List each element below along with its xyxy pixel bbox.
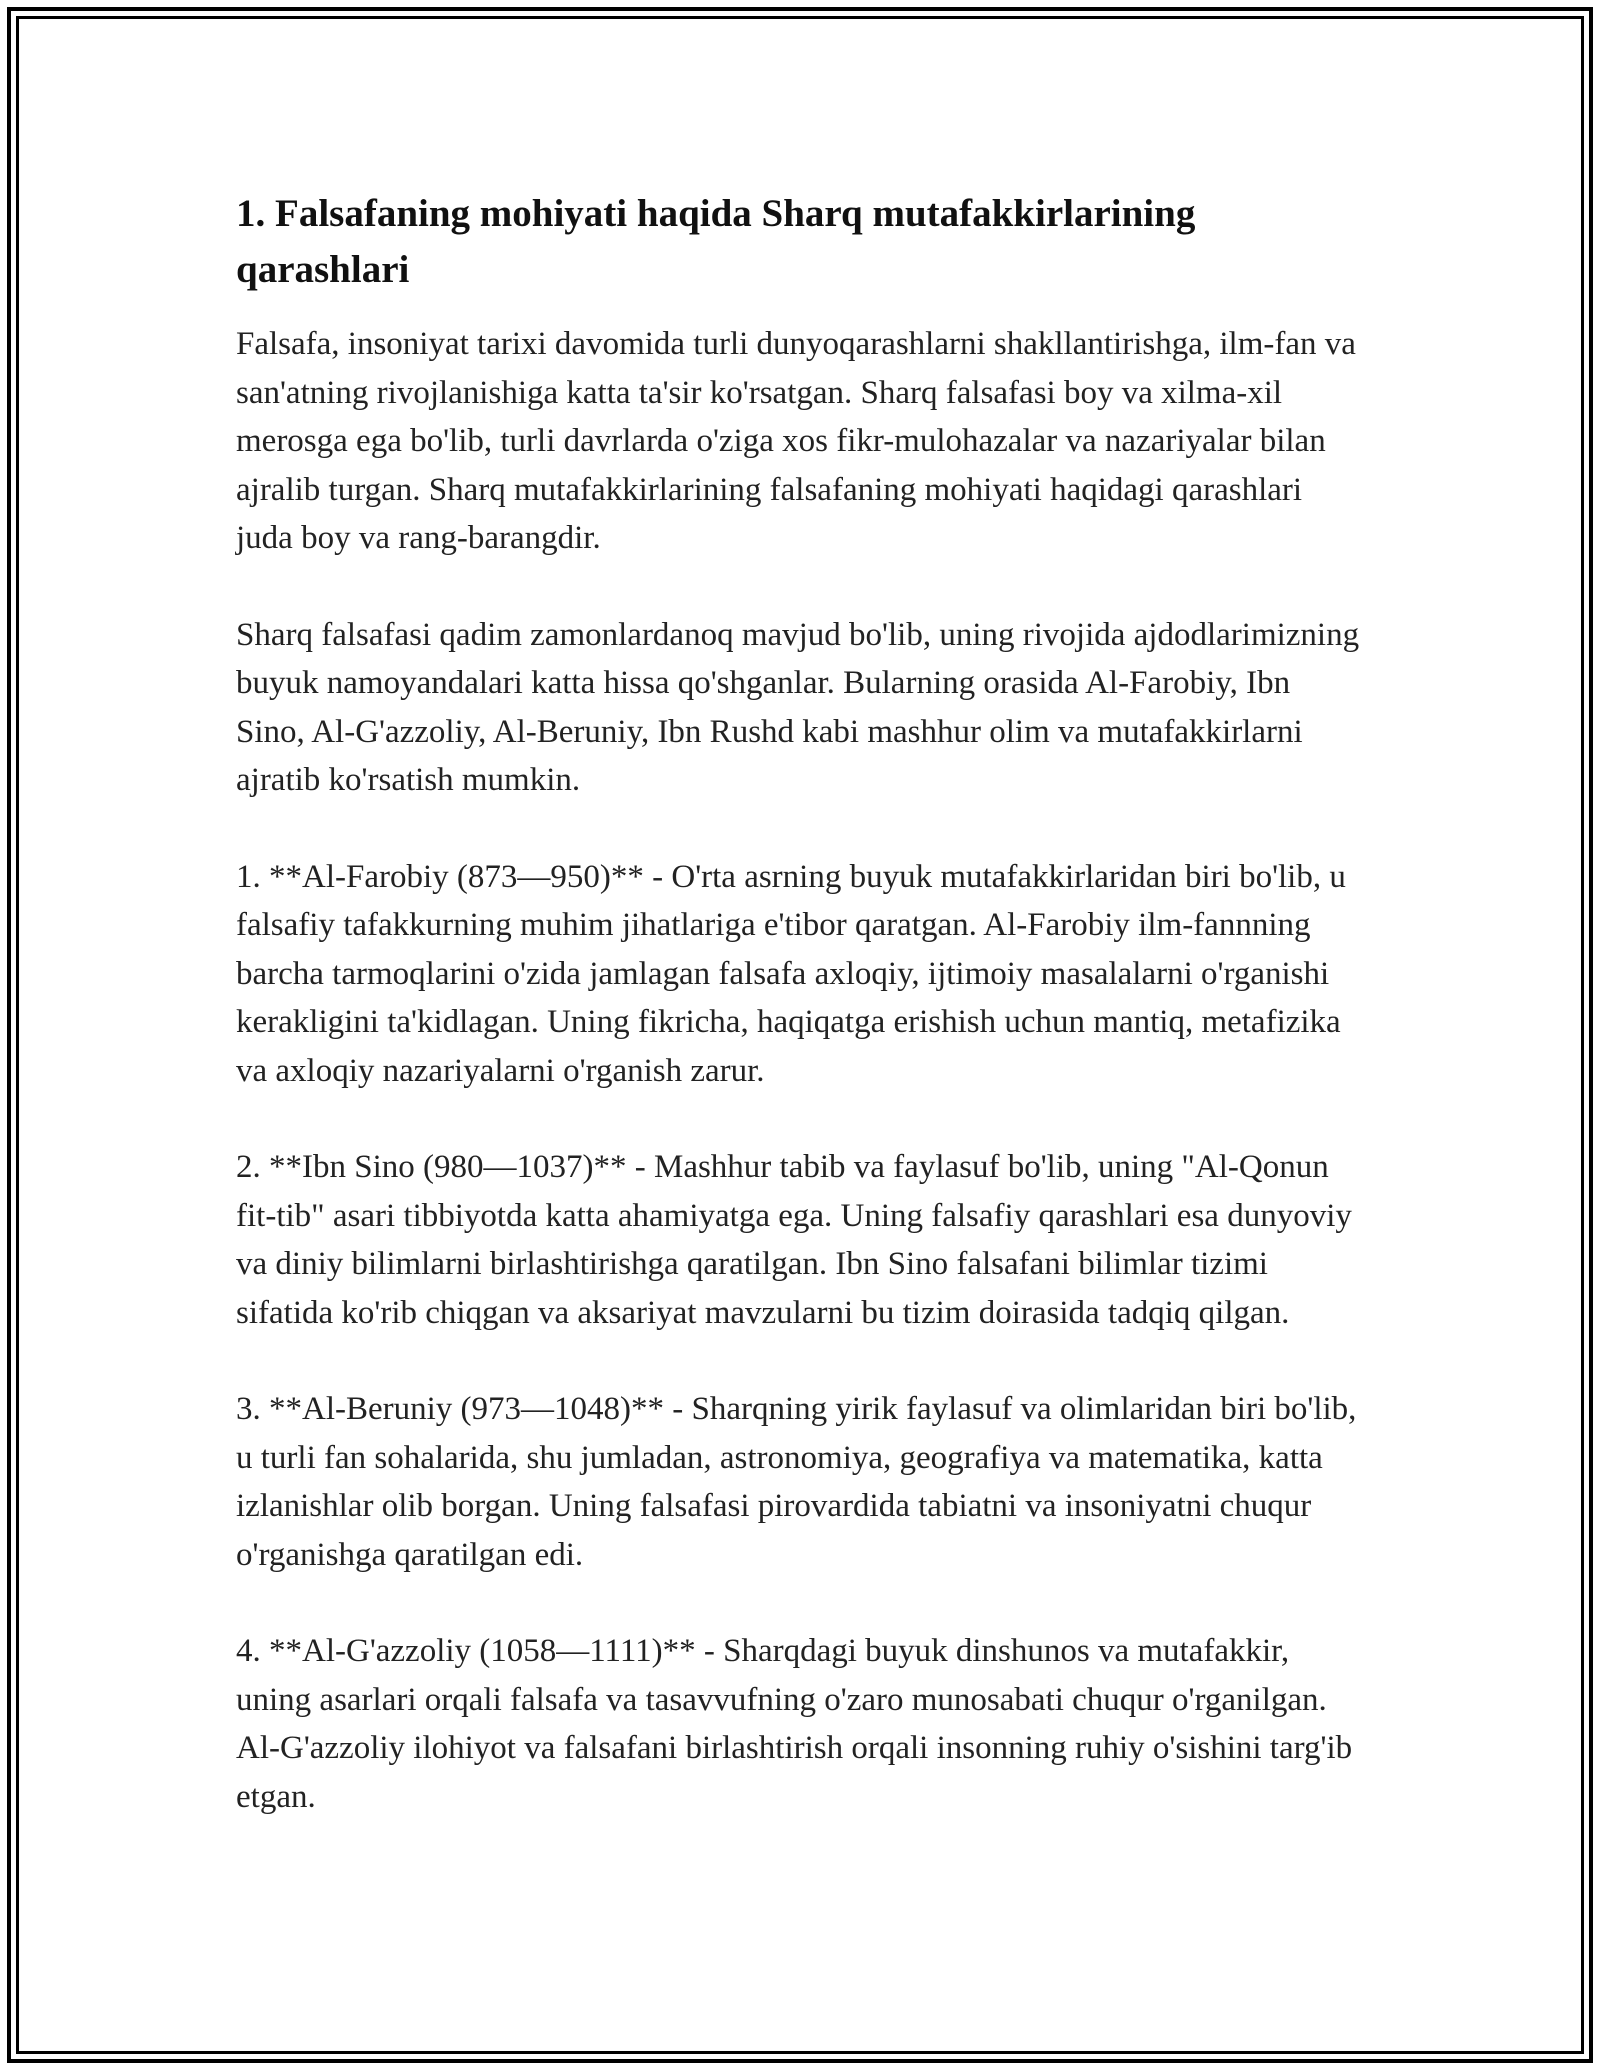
list-item-al-farobiy: 1. **Al-Farobiy (873—950)** - O'rta asrning buyuk mutafakkirlaridan biri bo'lib, u falsafiy tafakkurning muhim jihatlariga e'tibor qaratgan. Al-Farobiy ilm-fannning barcha tarmoqlarini o'zida jamlagan falsafa axloqiy, ijtimoiy masalalarni o'rganishi kerakligini ta'kidlagan. Uning fikricha, haqiqatga erishish uchun mantiq, metafizika va axloqiy nazariyalarni o'rganish zarur. [236,858,1346,1089]
list-item-ibn-sino: 2. **Ibn Sino (980—1037)** - Mashhur tabib va faylasuf bo'lib, uning "Al-Qonun fit-tib" asari tibbiyotda katta ahamiyatga ega. Uning falsafiy qarashlari esa dunyoviy va diniy bilimlarni birlashtirishga qaratilgan. Ibn Sino falsafani bilimlar tizimi sifatida ko'rib chiqgan va aksariyat mavzularni bu tizim doirasida tadqiq qilgan. [236,1149,1352,1331]
document-page [236,186,1366,1869]
context-paragraph: Sharq falsafasi qadim zamonlardanoq mavjud bo'lib, uning rivojida ajdodlarimizning buyuk namoyandalari katta hissa qo'shganlar. Bularning orasida Al-Farobiy, Ibn Sino, Al-G'azzoliy, Al-Beruniy, Ibn Rushd kabi mashhur olim va mutafakkirlarni ajratib ko'rsatish mumkin. [236,616,1360,798]
list-item-al-beruniy: 3. **Al-Beruniy (973—1048)** - Sharqning yirik faylasuf va olimlaridan biri bo'lib, u turli fan sohalarida, shu jumladan, astronomiya, geografiya va matematika, katta izlanishlar olib borgan. Uning falsafasi pirovardida tabiatni va insoniyatni chuqur o'rganishga qaratilgan edi. [236,1391,1357,1573]
intro-paragraph: Falsafa, insoniyat tarixi davomida turli dunyoqarashlarni shakllantirishga, ilm-fan va san'atning rivojlanishiga katta ta'sir ko'rsatgan. Sharq falsafasi boy va xilma-xil merosga ega bo'lib, turli davrlarda o'ziga xos fikr-mulohazalar va nazariyalar bilan ajralib turgan. Sharq mutafakkirlarining falsafaning mohiyati haqidagi qarashlari juda boy va rang-barangdir. [236,326,1356,556]
list-item-al-gazzoliy: 4. **Al-G'azzoliy (1058—1111)** - Sharqdagi buyuk dinshunos va mutafakkir, uning asarlari orqali falsafa va tasavvufning o'zaro munosabati chuqur o'rganilgan. Al-G'azzoliy ilohiyot va falsafani birlashtirish orqali insonning ruhiy o'sishini targ'ib etgan. [236,1633,1353,1815]
document-title: 1. Falsafaning mohiyati haqida Sharq mutafakkirlarining qarashlari [236,192,1196,291]
